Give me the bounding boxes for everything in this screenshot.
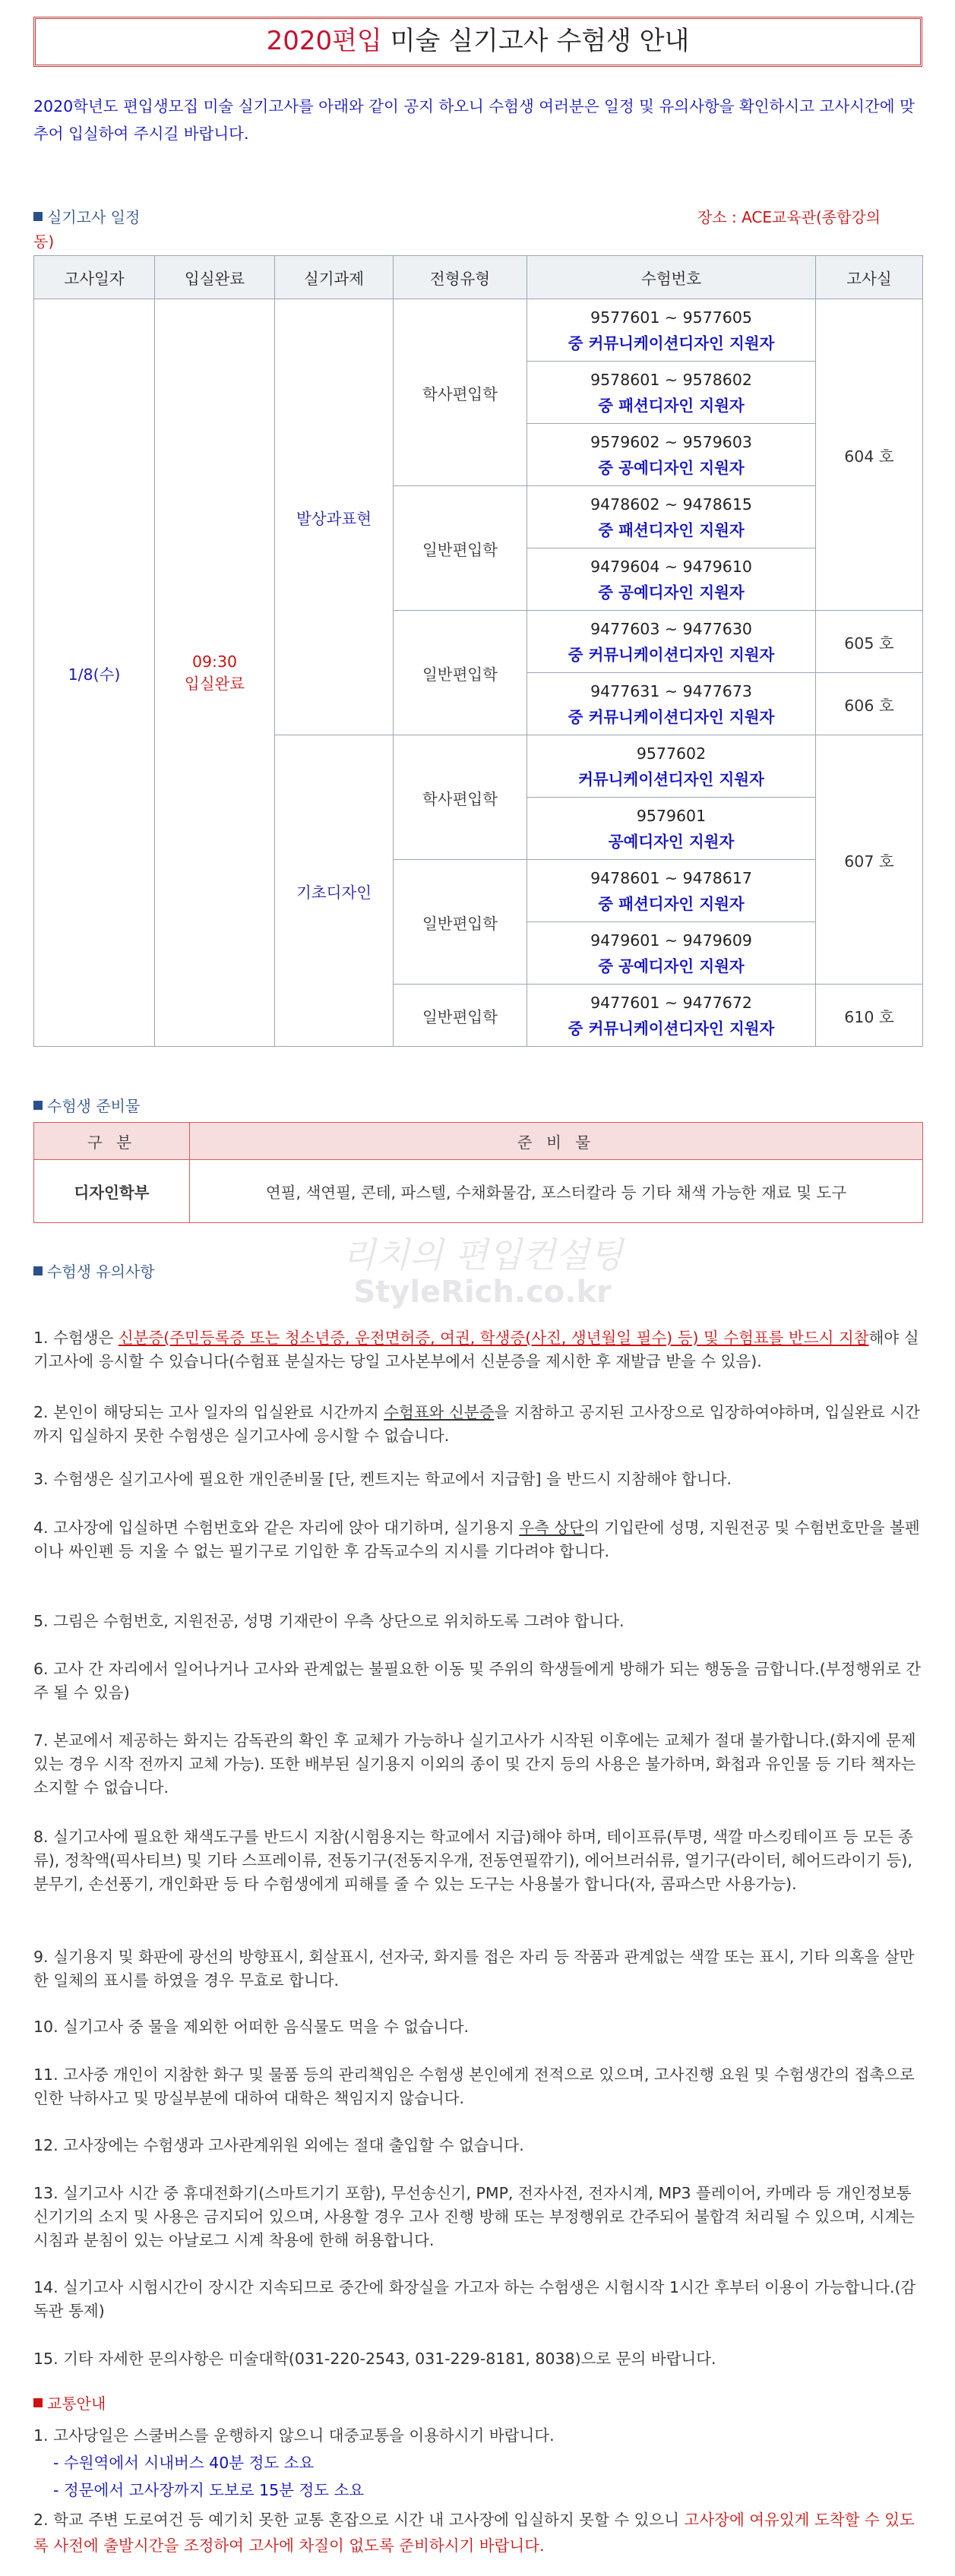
- col-header: 전형유형: [394, 256, 527, 299]
- exam-number: 9477601 ~ 9477672: [590, 993, 752, 1012]
- list-item: 13. 실기고사 시간 중 휴대전화기(스마트기기 포함), 무선송신기, PMP, 전자사전, 전자시계, MP3 플레이어, 카메라 등 개인정보통신기기의 소지 및 사용은 금지되어 있으며, 사용할 경우 고사 진행 방해 또는 부정행위로 간주되어 불합격 처리될 수 있으며, 시계는 시침과 분침이 있는 아날로그 시계 착용에 한해 허용합니다.: [33, 2184, 915, 2249]
- note-underline: 수험표와 신분증: [384, 1403, 495, 1421]
- dept-label: 커뮤니케이션디자인 지원자: [578, 770, 764, 789]
- type-cell: 일반편입학: [394, 985, 527, 1047]
- exam-number-cell: [527, 798, 816, 860]
- room-cell: 606 호: [816, 673, 923, 735]
- list-item: 10. 실기고사 중 물을 제외한 어떠한 음식물도 먹을 수 없습니다.: [33, 2018, 470, 2036]
- exam-number-cell: [527, 611, 816, 673]
- type-cell: 일반편입학: [394, 611, 527, 735]
- list-item: 7. 본교에서 제공하는 화지는 감독관의 확인 후 교체가 가능하나 실기고사가 시작된 이후에는 교체가 절대 불가합니다.(화지에 문제 있는 경우 시작 전까지 교체 가능). 또한 배부된 실기용지 이외의 종이 및 간지 등의 사용은 불가하며, 화첩과 유인물 등 기타 책자는 소지할 수 없습니다.: [33, 1731, 916, 1797]
- col-header: 수험번호: [527, 256, 816, 299]
- exam-number-cell: [527, 362, 816, 424]
- traffic-heading: [33, 2391, 106, 2413]
- schedule-heading-label: 실기고사 일정: [47, 208, 141, 226]
- square-bullet-icon: [33, 212, 43, 221]
- list-item: [33, 1401, 922, 1448]
- traffic-text: 1. 고사당일은 스쿨버스를 운행하지 않으니 대중교통을 이용하시기 바랍니다.: [33, 2426, 555, 2445]
- exam-number-cell: [527, 673, 816, 735]
- traffic-item-1: [33, 2422, 922, 2504]
- dept-label: 중 커뮤니케이션디자인 지원자: [568, 1019, 775, 1038]
- note-text: 해야 실기고사에 응시할 수 있습니다(수험표 분실자는 당일 고사본부에서 신분증을 제시한 후 재발급 받을 수 있음).: [33, 1329, 919, 1370]
- schedule-table: [33, 255, 923, 1047]
- title-highlight: 2020편입: [266, 26, 382, 56]
- exam-number-cell: [527, 424, 816, 486]
- type-cell: 일반편입학: [394, 486, 527, 611]
- intro-text: 2020학년도 편입생모집 미술 실기고사를 아래와 같이 공지 하오니 수험생 여러분은 일정 및 유의사항을 확인하시고 고사시간에 맞추어 입실하여 주시길 바랍니다.: [33, 97, 915, 143]
- traffic-item-2: [33, 2507, 922, 2559]
- task-cell: 기초디자인: [275, 735, 394, 1047]
- list-item: [33, 1516, 922, 1563]
- table-header-row: [34, 256, 923, 299]
- exam-number: 9579602 ~ 9579603: [590, 432, 752, 451]
- traffic-heading-label: 교통안내: [47, 2394, 106, 2413]
- exam-number-cell: [527, 735, 816, 798]
- dept-label: 공예디자인 지원자: [608, 832, 735, 851]
- note-highlight: 신분증(주민등록증 또는 청소년증, 운전면허증, 여권, 학생증(사진, 생년월일 필수) 등) 및 수험표를 반드시 지참: [118, 1329, 869, 1347]
- dept-label: 중 공예디자인 지원자: [598, 458, 745, 477]
- list-item: 9. 실기용지 및 화판에 광선의 방향표시, 회살표시, 선자국, 화지를 접은 자리 등 작품과 관계없는 색깔 또는 표시, 기타 의혹을 살만한 일체의 표시를 하였을 경우 무효로 합니다.: [33, 1948, 915, 1990]
- note-text: 의 기입란에 성명, 지원전공 및 수험번호만을 볼펜이나 싸인펜 등 지울 수 없는 필기구로 기입한 후 감독교수의 지시를 기다려야 합니다.: [33, 1519, 920, 1560]
- col-header: 고사일자: [34, 256, 155, 299]
- checkin-time: 09:30: [191, 652, 238, 671]
- dept-label: 중 패션디자인 지원자: [598, 894, 745, 913]
- dept-label: 중 커뮤니케이션디자인 지원자: [568, 645, 775, 664]
- notes-heading-label: 수험생 유의사항: [47, 1263, 155, 1281]
- room-cell: 607 호: [816, 735, 923, 985]
- prep-heading-label: 수험생 준비물: [47, 1097, 141, 1115]
- col-header: 고사실: [816, 256, 923, 299]
- traffic-text: 2. 학교 주변 도로여건 등 예기치 못한 교통 혼잡으로 시간 내 고사장에 입실하지 못할 수 있으니: [33, 2511, 685, 2529]
- prep-header-row: [34, 1123, 923, 1160]
- notes-heading: [33, 1260, 155, 1282]
- note-text: 1. 수험생은: [33, 1329, 119, 1347]
- dept-label: 중 커뮤니케이션디자인 지원자: [568, 333, 775, 352]
- exam-number: 9578601 ~ 9578602: [590, 370, 752, 389]
- prep-row-value: 연필, 색연필, 콘테, 파스텔, 수채화물감, 포스터칼라 등 기타 채색 가능한 재료 및 도구: [190, 1160, 923, 1223]
- note-underline: 우측 상단: [519, 1519, 584, 1537]
- exam-number: 9477631 ~ 9477673: [590, 681, 752, 700]
- traffic-subitem: - 수원역에서 시내버스 40분 정도 소요: [53, 2454, 315, 2472]
- room-cell: 610 호: [816, 985, 923, 1047]
- type-cell: 학사편입학: [394, 299, 527, 486]
- col-header: 구 분: [34, 1123, 190, 1160]
- exam-number: 9477603 ~ 9477630: [590, 619, 752, 638]
- col-header: 입실완료: [155, 256, 275, 299]
- dept-label: 중 커뮤니케이션디자인 지원자: [568, 707, 775, 726]
- exam-number-cell: [527, 486, 816, 548]
- exam-number: 9478601 ~ 9478617: [590, 868, 752, 887]
- list-item: 15. 기타 자세한 문의사항은 미술대학(031-220-2543, 031-229-8181, 8038)으로 문의 바랍니다.: [33, 2350, 716, 2368]
- exam-number: 9479604 ~ 9479610: [590, 557, 752, 576]
- list-item: 14. 실기고사 시험시간이 장시간 지속되므로 중간에 화장실을 가고자 하는 수험생은 시험시작 1시간 후부터 이용이 가능합니다.(감독관 통제): [33, 2278, 916, 2320]
- list-item: 3. 수험생은 실기고사에 필요한 개인준비물 [단, 켄트지는 학교에서 지급함] 을 반드시 지참해야 합니다.: [33, 1470, 732, 1488]
- list-item: 12. 고사장에는 수험생과 고사관계위원 외에는 절대 출입할 수 없습니다.: [33, 2136, 524, 2154]
- room-cell: 604 호: [816, 299, 923, 611]
- watermark-line1: 리치의 편입컨설팅: [342, 1234, 624, 1275]
- exam-number-cell: [527, 860, 816, 922]
- list-item: 8. 실기고사에 필요한 채색도구를 반드시 지참(시험용지는 학교에서 지급)해야 하며, 테이프류(투명, 색깔 마스킹테이프 등 모든 종류), 정착액(픽사티브) 및 기타 스프레이류, 전동기구(전동지우개, 전동연필깎기), 에어브러쉬류, 열기구(라이터, 헤어드라이기 등), 분무기, 손선풍기, 개인화판 등 타 수험생에게 피해를 줄 수 있는 도구는 사용불가 합니다(자, 콤파스만 사용가능).: [33, 1828, 913, 1893]
- exam-number: 9577602: [636, 744, 707, 763]
- square-bullet-icon: [33, 1266, 43, 1275]
- note-text: 2. 본인이 해당되는 고사 일자의 입실완료 시간까지: [33, 1403, 384, 1421]
- room-cell: 605 호: [816, 611, 923, 673]
- watermark: [342, 1228, 623, 1310]
- square-bullet-icon: [33, 1101, 43, 1110]
- note-text: 4. 고사장에 입실하면 수험번호와 같은 자리에 앉아 대기하며, 실기용지: [33, 1519, 520, 1537]
- type-cell: 일반편입학: [394, 860, 527, 985]
- col-header: 준 비 물: [190, 1123, 923, 1160]
- prep-row: [34, 1160, 923, 1223]
- exam-date: 1/8(수): [34, 299, 155, 1047]
- prep-row-label: 디자인학부: [34, 1160, 190, 1223]
- list-item: 6. 고사 간 자리에서 일어나거나 고사와 관계없는 불필요한 이동 및 주위의 학생들에게 방해가 되는 행동을 금합니다.(부정행위로 간주 될 수 있음): [33, 1660, 922, 1702]
- exam-number: 9479601 ~ 9479609: [590, 931, 752, 950]
- exam-number: 9478602 ~ 9478615: [590, 495, 752, 514]
- dept-label: 중 공예디자인 지원자: [598, 956, 745, 975]
- page-title: [33, 17, 922, 67]
- table-row: [34, 299, 923, 362]
- square-bullet-icon: [33, 2398, 43, 2407]
- title-rest: 미술 실기고사 수험생 안내: [381, 26, 690, 56]
- checkin-cell: [155, 299, 275, 1047]
- list-item: 5. 그림은 수험번호, 지원전공, 성명 기재란이 우측 상단으로 위치하도록 그려야 합니다.: [33, 1612, 625, 1630]
- dept-label: 중 공예디자인 지원자: [598, 583, 745, 602]
- watermark-line2: StyleRich.co.kr: [353, 1275, 612, 1310]
- dept-label: 중 패션디자인 지원자: [598, 396, 745, 415]
- exam-number-cell: [527, 299, 816, 362]
- task-cell: 발상과표현: [275, 299, 394, 735]
- schedule-heading: [33, 205, 140, 227]
- traffic-subitem: - 정문에서 고사장까지 도보로 15분 정도 소요: [53, 2481, 365, 2499]
- checkin-label: 입실완료: [184, 674, 245, 693]
- type-cell: 학사편입학: [394, 735, 527, 860]
- prep-table: [33, 1122, 923, 1223]
- venue-text: 장소 : ACE교육관(종합강의: [697, 208, 881, 226]
- col-header: 실기과제: [275, 256, 394, 299]
- prep-heading: [33, 1094, 140, 1116]
- dept-label: 중 패션디자인 지원자: [598, 520, 745, 539]
- exam-number-cell: [527, 985, 816, 1047]
- venue-text-cont: 동): [33, 232, 55, 251]
- note-text: 을 지참하고 공지된 고사장으로 입장하여야하며, 입실완료 시간까지 입실하지 못한 수험생은 실기고사에 응시할 수 없습니다.: [33, 1403, 920, 1445]
- traffic-highlight: 고사장에 여유있게 도착할 수 있도록 사전에 출발시간을 조정하여 고사에 차질이 없도록 준비하시기 바랍니다.: [33, 2511, 915, 2555]
- exam-number-cell: [527, 922, 816, 985]
- exam-number: 9579601: [636, 806, 707, 825]
- exam-number: 9577601 ~ 9577605: [590, 308, 752, 327]
- list-item: 11. 고사중 개인이 지참한 화구 및 물품 등의 관리책임은 수험생 본인에게 전적으로 있으며, 고사진행 요원 및 수험생간의 접촉으로 인한 낙하사고 및 망실부분에 대하여 대학은 책임지지 않습니다.: [33, 2066, 915, 2107]
- exam-number-cell: [527, 548, 816, 611]
- list-item: [33, 1326, 922, 1373]
